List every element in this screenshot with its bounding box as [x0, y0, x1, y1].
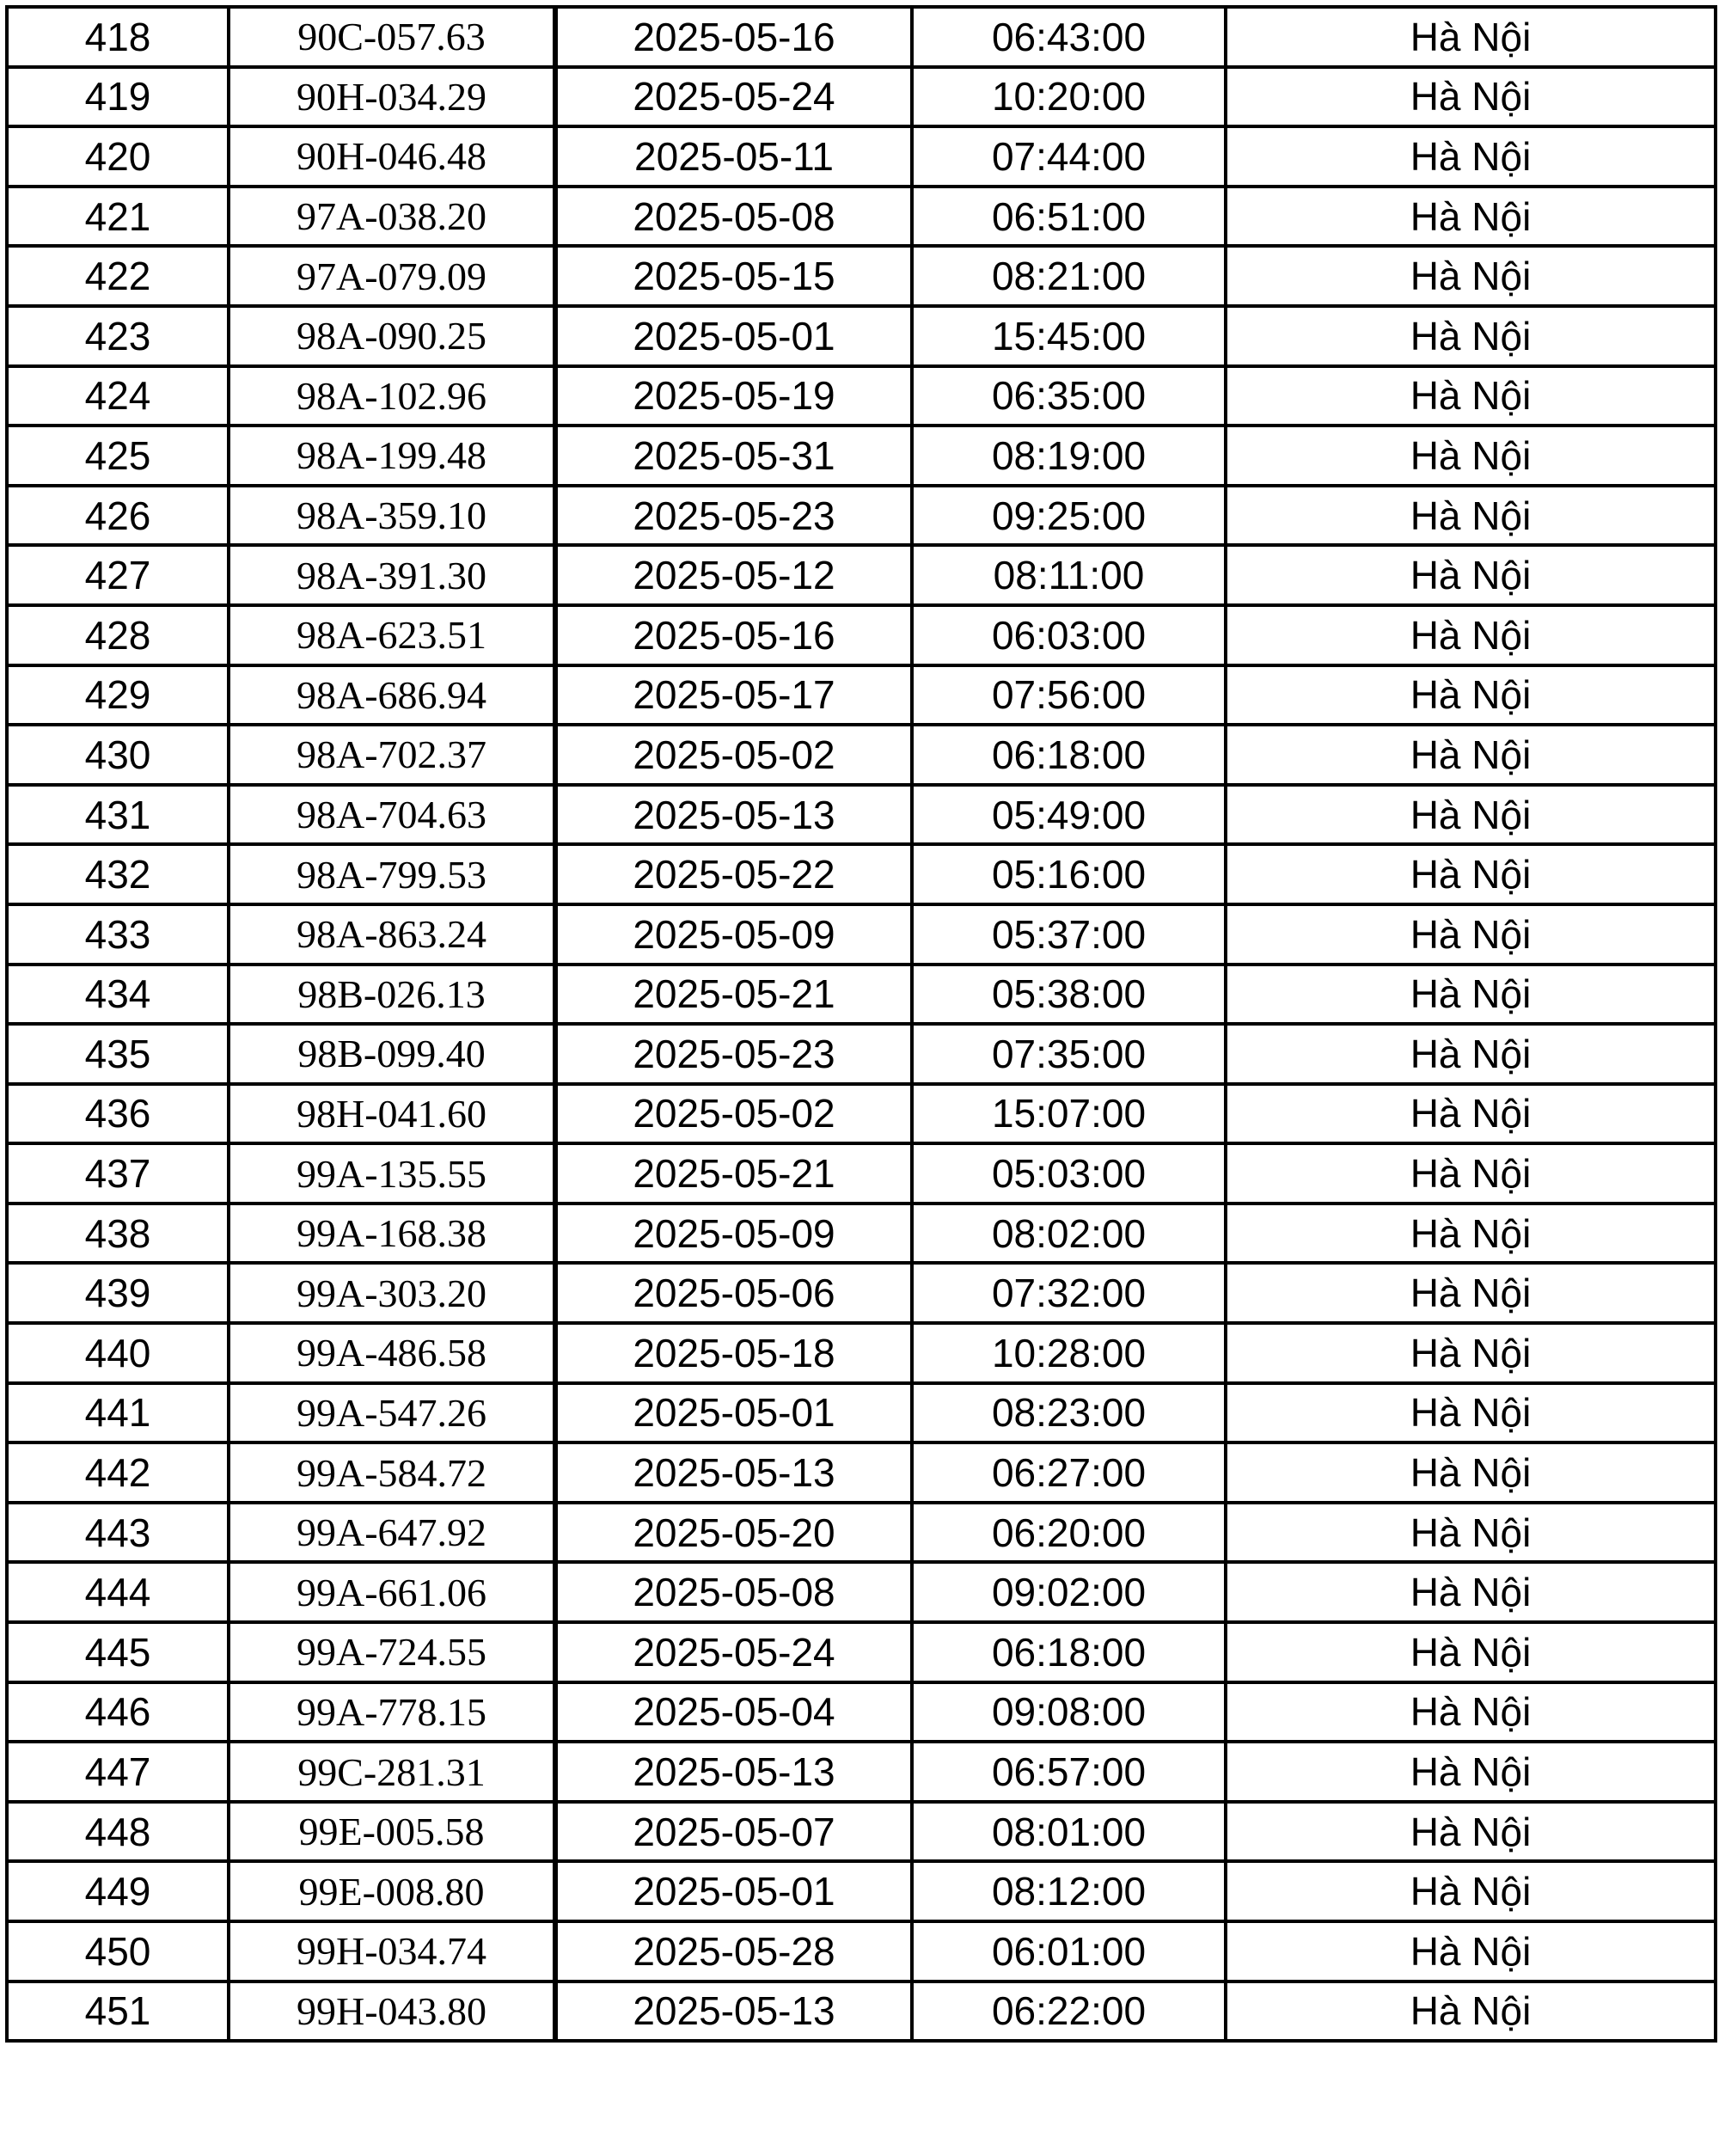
license-plate-cell: 98A-799.53 — [229, 844, 555, 904]
license-plate-cell: 98A-102.96 — [229, 366, 555, 426]
license-plate-cell: 90C-057.63 — [229, 7, 555, 67]
row-number-cell: 435 — [7, 1024, 229, 1084]
violation-time-cell: 07:44:00 — [912, 126, 1226, 187]
violation-date-cell: 2025-05-18 — [555, 1323, 912, 1383]
table-row — [7, 187, 1716, 247]
location-cell: Hà Nội — [1226, 1442, 1716, 1503]
table-row — [7, 1204, 1716, 1264]
location-cell: Hà Nội — [1226, 665, 1716, 726]
location-cell: Hà Nội — [1226, 1562, 1716, 1622]
row-number-cell: 426 — [7, 486, 229, 546]
location-cell: Hà Nội — [1226, 965, 1716, 1025]
location-cell: Hà Nội — [1226, 844, 1716, 904]
row-number-cell: 429 — [7, 665, 229, 726]
violation-date-cell: 2025-05-08 — [555, 1562, 912, 1622]
table-row — [7, 1802, 1716, 1862]
violation-time-cell: 08:19:00 — [912, 426, 1226, 486]
row-number-cell: 418 — [7, 7, 229, 67]
violation-date-cell: 2025-05-13 — [555, 1442, 912, 1503]
location-cell: Hà Nội — [1226, 1861, 1716, 1921]
violation-date-cell: 2025-05-13 — [555, 1742, 912, 1802]
violation-date-cell: 2025-05-19 — [555, 366, 912, 426]
table-row — [7, 1024, 1716, 1084]
license-plate-cell: 99C-281.31 — [229, 1742, 555, 1802]
location-cell: Hà Nội — [1226, 1622, 1716, 1682]
table-row — [7, 605, 1716, 665]
row-number-cell: 427 — [7, 545, 229, 605]
row-number-cell: 419 — [7, 67, 229, 127]
license-plate-cell: 98A-863.24 — [229, 904, 555, 965]
row-number-cell: 442 — [7, 1442, 229, 1503]
violation-time-cell: 08:02:00 — [912, 1204, 1226, 1264]
table-row — [7, 1383, 1716, 1443]
table-row — [7, 366, 1716, 426]
violation-date-cell: 2025-05-21 — [555, 1143, 912, 1204]
table-row — [7, 126, 1716, 187]
violation-date-cell: 2025-05-09 — [555, 904, 912, 965]
violation-date-cell: 2025-05-01 — [555, 1861, 912, 1921]
table-row — [7, 965, 1716, 1025]
row-number-cell: 421 — [7, 187, 229, 247]
violation-time-cell: 05:37:00 — [912, 904, 1226, 965]
license-plate-cell: 99A-647.92 — [229, 1503, 555, 1563]
row-number-cell: 444 — [7, 1562, 229, 1622]
row-number-cell: 437 — [7, 1143, 229, 1204]
table-row — [7, 1921, 1716, 1981]
violation-time-cell: 05:03:00 — [912, 1143, 1226, 1204]
violation-date-cell: 2025-05-13 — [555, 785, 912, 845]
license-plate-cell: 98B-026.13 — [229, 965, 555, 1025]
violation-time-cell: 06:01:00 — [912, 1921, 1226, 1981]
violation-date-cell: 2025-05-06 — [555, 1263, 912, 1323]
violation-date-cell: 2025-05-11 — [555, 126, 912, 187]
license-plate-cell: 99A-584.72 — [229, 1442, 555, 1503]
location-cell: Hà Nội — [1226, 246, 1716, 306]
violation-date-cell: 2025-05-09 — [555, 1204, 912, 1264]
violation-date-cell: 2025-05-24 — [555, 67, 912, 127]
license-plate-cell: 98A-686.94 — [229, 665, 555, 726]
table-row — [7, 1323, 1716, 1383]
violation-time-cell: 10:28:00 — [912, 1323, 1226, 1383]
row-number-cell: 424 — [7, 366, 229, 426]
violation-date-cell: 2025-05-16 — [555, 7, 912, 67]
table-row — [7, 1503, 1716, 1563]
row-number-cell: 428 — [7, 605, 229, 665]
row-number-cell: 449 — [7, 1861, 229, 1921]
license-plate-cell: 99A-724.55 — [229, 1622, 555, 1682]
license-plate-cell: 97A-079.09 — [229, 246, 555, 306]
row-number-cell: 431 — [7, 785, 229, 845]
violation-date-cell: 2025-05-17 — [555, 665, 912, 726]
license-plate-cell: 98A-391.30 — [229, 545, 555, 605]
violation-time-cell: 05:49:00 — [912, 785, 1226, 845]
violation-date-cell: 2025-05-31 — [555, 426, 912, 486]
row-number-cell: 436 — [7, 1084, 229, 1144]
violation-time-cell: 06:35:00 — [912, 366, 1226, 426]
location-cell: Hà Nội — [1226, 904, 1716, 965]
license-plate-cell: 97A-038.20 — [229, 187, 555, 247]
violation-time-cell: 08:23:00 — [912, 1383, 1226, 1443]
row-number-cell: 450 — [7, 1921, 229, 1981]
row-number-cell: 446 — [7, 1682, 229, 1743]
location-cell: Hà Nội — [1226, 1084, 1716, 1144]
violation-time-cell: 06:27:00 — [912, 1442, 1226, 1503]
location-cell: Hà Nội — [1226, 426, 1716, 486]
violation-date-cell: 2025-05-08 — [555, 187, 912, 247]
row-number-cell: 448 — [7, 1802, 229, 1862]
license-plate-cell: 99A-168.38 — [229, 1204, 555, 1264]
location-cell: Hà Nội — [1226, 605, 1716, 665]
table-row — [7, 725, 1716, 785]
violation-time-cell: 10:20:00 — [912, 67, 1226, 127]
license-plate-cell: 99H-043.80 — [229, 1981, 555, 2042]
license-plate-cell: 98A-704.63 — [229, 785, 555, 845]
violation-date-cell: 2025-05-15 — [555, 246, 912, 306]
table-row — [7, 844, 1716, 904]
row-number-cell: 441 — [7, 1383, 229, 1443]
violation-time-cell: 07:56:00 — [912, 665, 1226, 726]
table-row — [7, 1981, 1716, 2042]
location-cell: Hà Nội — [1226, 1024, 1716, 1084]
license-plate-cell: 90H-046.48 — [229, 126, 555, 187]
violation-time-cell: 07:35:00 — [912, 1024, 1226, 1084]
table-row — [7, 904, 1716, 965]
license-plate-cell: 99A-661.06 — [229, 1562, 555, 1622]
violation-date-cell: 2025-05-23 — [555, 1024, 912, 1084]
location-cell: Hà Nội — [1226, 67, 1716, 127]
violation-time-cell: 05:38:00 — [912, 965, 1226, 1025]
violation-time-cell: 09:25:00 — [912, 486, 1226, 546]
violation-date-cell: 2025-05-20 — [555, 1503, 912, 1563]
location-cell: Hà Nội — [1226, 1921, 1716, 1981]
license-plate-cell: 99A-778.15 — [229, 1682, 555, 1743]
violation-date-cell: 2025-05-28 — [555, 1921, 912, 1981]
location-cell: Hà Nội — [1226, 1263, 1716, 1323]
license-plate-cell: 98A-199.48 — [229, 426, 555, 486]
violation-table-body — [7, 7, 1716, 2041]
license-plate-cell: 99A-486.58 — [229, 1323, 555, 1383]
violation-time-cell: 09:02:00 — [912, 1562, 1226, 1622]
violation-table — [5, 5, 1717, 2043]
violation-date-cell: 2025-05-12 — [555, 545, 912, 605]
violation-time-cell: 08:12:00 — [912, 1861, 1226, 1921]
violation-date-cell: 2025-05-21 — [555, 965, 912, 1025]
table-row — [7, 426, 1716, 486]
license-plate-cell: 99A-547.26 — [229, 1383, 555, 1443]
license-plate-cell: 99E-008.80 — [229, 1861, 555, 1921]
violation-time-cell: 06:18:00 — [912, 725, 1226, 785]
row-number-cell: 451 — [7, 1981, 229, 2042]
location-cell: Hà Nội — [1226, 545, 1716, 605]
violation-time-cell: 08:11:00 — [912, 545, 1226, 605]
row-number-cell: 422 — [7, 246, 229, 306]
table-row — [7, 246, 1716, 306]
violation-time-cell: 06:51:00 — [912, 187, 1226, 247]
license-plate-cell: 90H-034.29 — [229, 67, 555, 127]
license-plate-cell: 98A-359.10 — [229, 486, 555, 546]
row-number-cell: 443 — [7, 1503, 229, 1563]
location-cell: Hà Nội — [1226, 1503, 1716, 1563]
table-row — [7, 1084, 1716, 1144]
table-row — [7, 545, 1716, 605]
location-cell: Hà Nội — [1226, 366, 1716, 426]
table-row — [7, 7, 1716, 67]
license-plate-cell: 98H-041.60 — [229, 1084, 555, 1144]
violation-time-cell: 06:03:00 — [912, 605, 1226, 665]
violation-time-cell: 15:07:00 — [912, 1084, 1226, 1144]
row-number-cell: 445 — [7, 1622, 229, 1682]
violation-date-cell: 2025-05-01 — [555, 306, 912, 366]
violation-date-cell: 2025-05-13 — [555, 1981, 912, 2042]
row-number-cell: 433 — [7, 904, 229, 965]
violation-date-cell: 2025-05-24 — [555, 1622, 912, 1682]
location-cell: Hà Nội — [1226, 1323, 1716, 1383]
row-number-cell: 434 — [7, 965, 229, 1025]
violation-time-cell: 06:18:00 — [912, 1622, 1226, 1682]
table-row — [7, 1143, 1716, 1204]
table-row — [7, 1263, 1716, 1323]
violation-time-cell: 06:22:00 — [912, 1981, 1226, 2042]
violation-time-cell: 09:08:00 — [912, 1682, 1226, 1743]
violation-time-cell: 08:01:00 — [912, 1802, 1226, 1862]
table-row — [7, 306, 1716, 366]
row-number-cell: 420 — [7, 126, 229, 187]
violation-time-cell: 15:45:00 — [912, 306, 1226, 366]
row-number-cell: 439 — [7, 1263, 229, 1323]
row-number-cell: 423 — [7, 306, 229, 366]
location-cell: Hà Nội — [1226, 1742, 1716, 1802]
location-cell: Hà Nội — [1226, 1383, 1716, 1443]
violation-time-cell: 06:20:00 — [912, 1503, 1226, 1563]
table-row — [7, 1622, 1716, 1682]
license-plate-cell: 98A-623.51 — [229, 605, 555, 665]
location-cell: Hà Nội — [1226, 187, 1716, 247]
violation-date-cell: 2025-05-23 — [555, 486, 912, 546]
location-cell: Hà Nội — [1226, 1802, 1716, 1862]
license-plate-cell: 99E-005.58 — [229, 1802, 555, 1862]
row-number-cell: 447 — [7, 1742, 229, 1802]
violation-date-cell: 2025-05-01 — [555, 1383, 912, 1443]
violation-date-cell: 2025-05-02 — [555, 725, 912, 785]
violation-time-cell: 08:21:00 — [912, 246, 1226, 306]
row-number-cell: 432 — [7, 844, 229, 904]
location-cell: Hà Nội — [1226, 1143, 1716, 1204]
license-plate-cell: 99H-034.74 — [229, 1921, 555, 1981]
row-number-cell: 430 — [7, 725, 229, 785]
violation-date-cell: 2025-05-07 — [555, 1802, 912, 1862]
row-number-cell: 425 — [7, 426, 229, 486]
violation-date-cell: 2025-05-22 — [555, 844, 912, 904]
row-number-cell: 438 — [7, 1204, 229, 1264]
license-plate-cell: 98A-090.25 — [229, 306, 555, 366]
location-cell: Hà Nội — [1226, 7, 1716, 67]
license-plate-cell: 98A-702.37 — [229, 725, 555, 785]
table-row — [7, 1562, 1716, 1622]
location-cell: Hà Nội — [1226, 785, 1716, 845]
table-row — [7, 1682, 1716, 1743]
location-cell: Hà Nội — [1226, 486, 1716, 546]
violation-date-cell: 2025-05-16 — [555, 605, 912, 665]
table-row — [7, 665, 1716, 726]
license-plate-cell: 98B-099.40 — [229, 1024, 555, 1084]
violation-time-cell: 05:16:00 — [912, 844, 1226, 904]
location-cell: Hà Nội — [1226, 126, 1716, 187]
location-cell: Hà Nội — [1226, 1981, 1716, 2042]
location-cell: Hà Nội — [1226, 725, 1716, 785]
table-row — [7, 785, 1716, 845]
table-row — [7, 1742, 1716, 1802]
location-cell: Hà Nội — [1226, 1204, 1716, 1264]
row-number-cell: 440 — [7, 1323, 229, 1383]
table-row — [7, 486, 1716, 546]
license-plate-cell: 99A-135.55 — [229, 1143, 555, 1204]
table-row — [7, 67, 1716, 127]
table-row — [7, 1861, 1716, 1921]
violation-time-cell: 06:57:00 — [912, 1742, 1226, 1802]
violation-time-cell: 07:32:00 — [912, 1263, 1226, 1323]
license-plate-cell: 99A-303.20 — [229, 1263, 555, 1323]
location-cell: Hà Nội — [1226, 1682, 1716, 1743]
violation-date-cell: 2025-05-04 — [555, 1682, 912, 1743]
table-row — [7, 1442, 1716, 1503]
violation-time-cell: 06:43:00 — [912, 7, 1226, 67]
location-cell: Hà Nội — [1226, 306, 1716, 366]
violation-date-cell: 2025-05-02 — [555, 1084, 912, 1144]
